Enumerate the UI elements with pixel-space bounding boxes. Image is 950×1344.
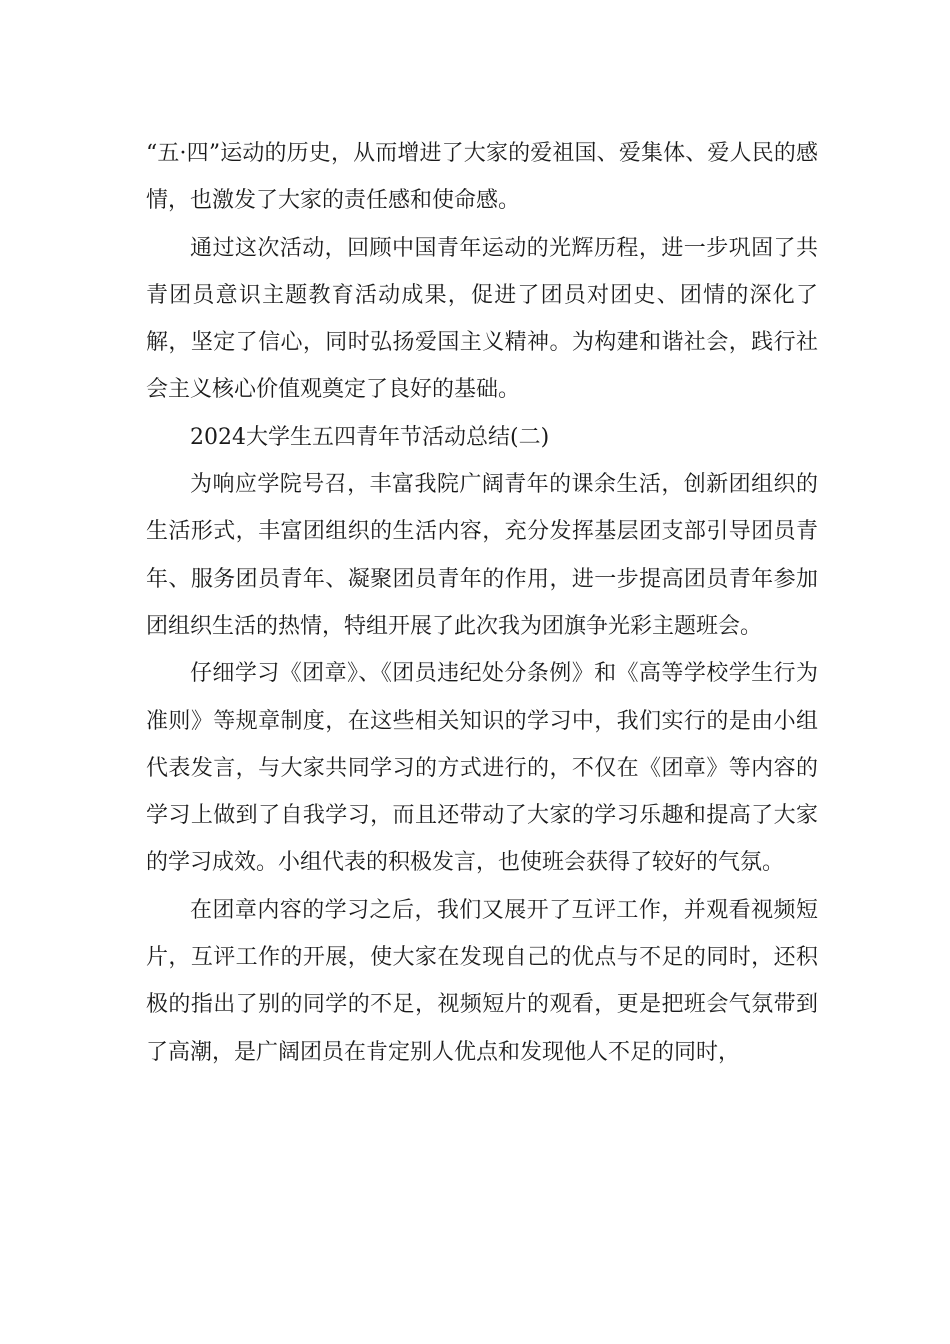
- paragraph-activity-summary: 通过这次活动，回顾中国青年运动的光辉历程，进一步巩固了共青团员意识主题教育活动成果，促进了团员对团史、团情的深化了解，坚定了信心，同时弘扬爱国主义精神。为构建和谐社会，践行社会主义核心价值观奠定了良好的基础。: [146, 235, 818, 403]
- paragraph-class-meeting-intro: 为响应学院号召，丰富我院广阔青年的课余生活，创新团组织的生活形式，丰富团组织的生活内容，充分发挥基层团支部引导团员青年、服务团员青年、凝聚团员青年的作用，进一步提高团员青年参加团组织生活的热情，特组开展了此次我为团旗争光彩主题班会。: [146, 472, 818, 639]
- paragraph-peer-review: 在团章内容的学习之后，我们又展开了互评工作，并观看视频短片，互评工作的开展，使大家在发现自己的优点与不足的同时，还积极的指出了别的同学的不足，视频短片的观看，更是把班会气氛带到了高潮，是广阔团员在肯定别人优点和发现他人不足的同时，: [146, 897, 818, 1065]
- body-text: [146, 130, 818, 1076]
- section-heading: 2024大学生五四青年节活动总结(二): [190, 424, 550, 450]
- paragraph-continuation: “五·四”运动的历史，从而增进了大家的爱祖国、爱集体、爱人民的感情，也激发了大家的责任感和使命感。: [146, 141, 818, 214]
- paragraph-study-rules: 仔细学习《团章》、《团员违纪处分条例》和《高等学校学生行为准则》等规章制度，在这些相关知识的学习中，我们实行的是由小组代表发言，与大家共同学习的方式进行的，不仅在《团章》等内容的学习上做到了自我学习，而且还带动了大家的学习乐趣和提高了大家的学习成效。小组代表的积极发言，也使班会获得了较好的气氛。: [146, 661, 818, 876]
